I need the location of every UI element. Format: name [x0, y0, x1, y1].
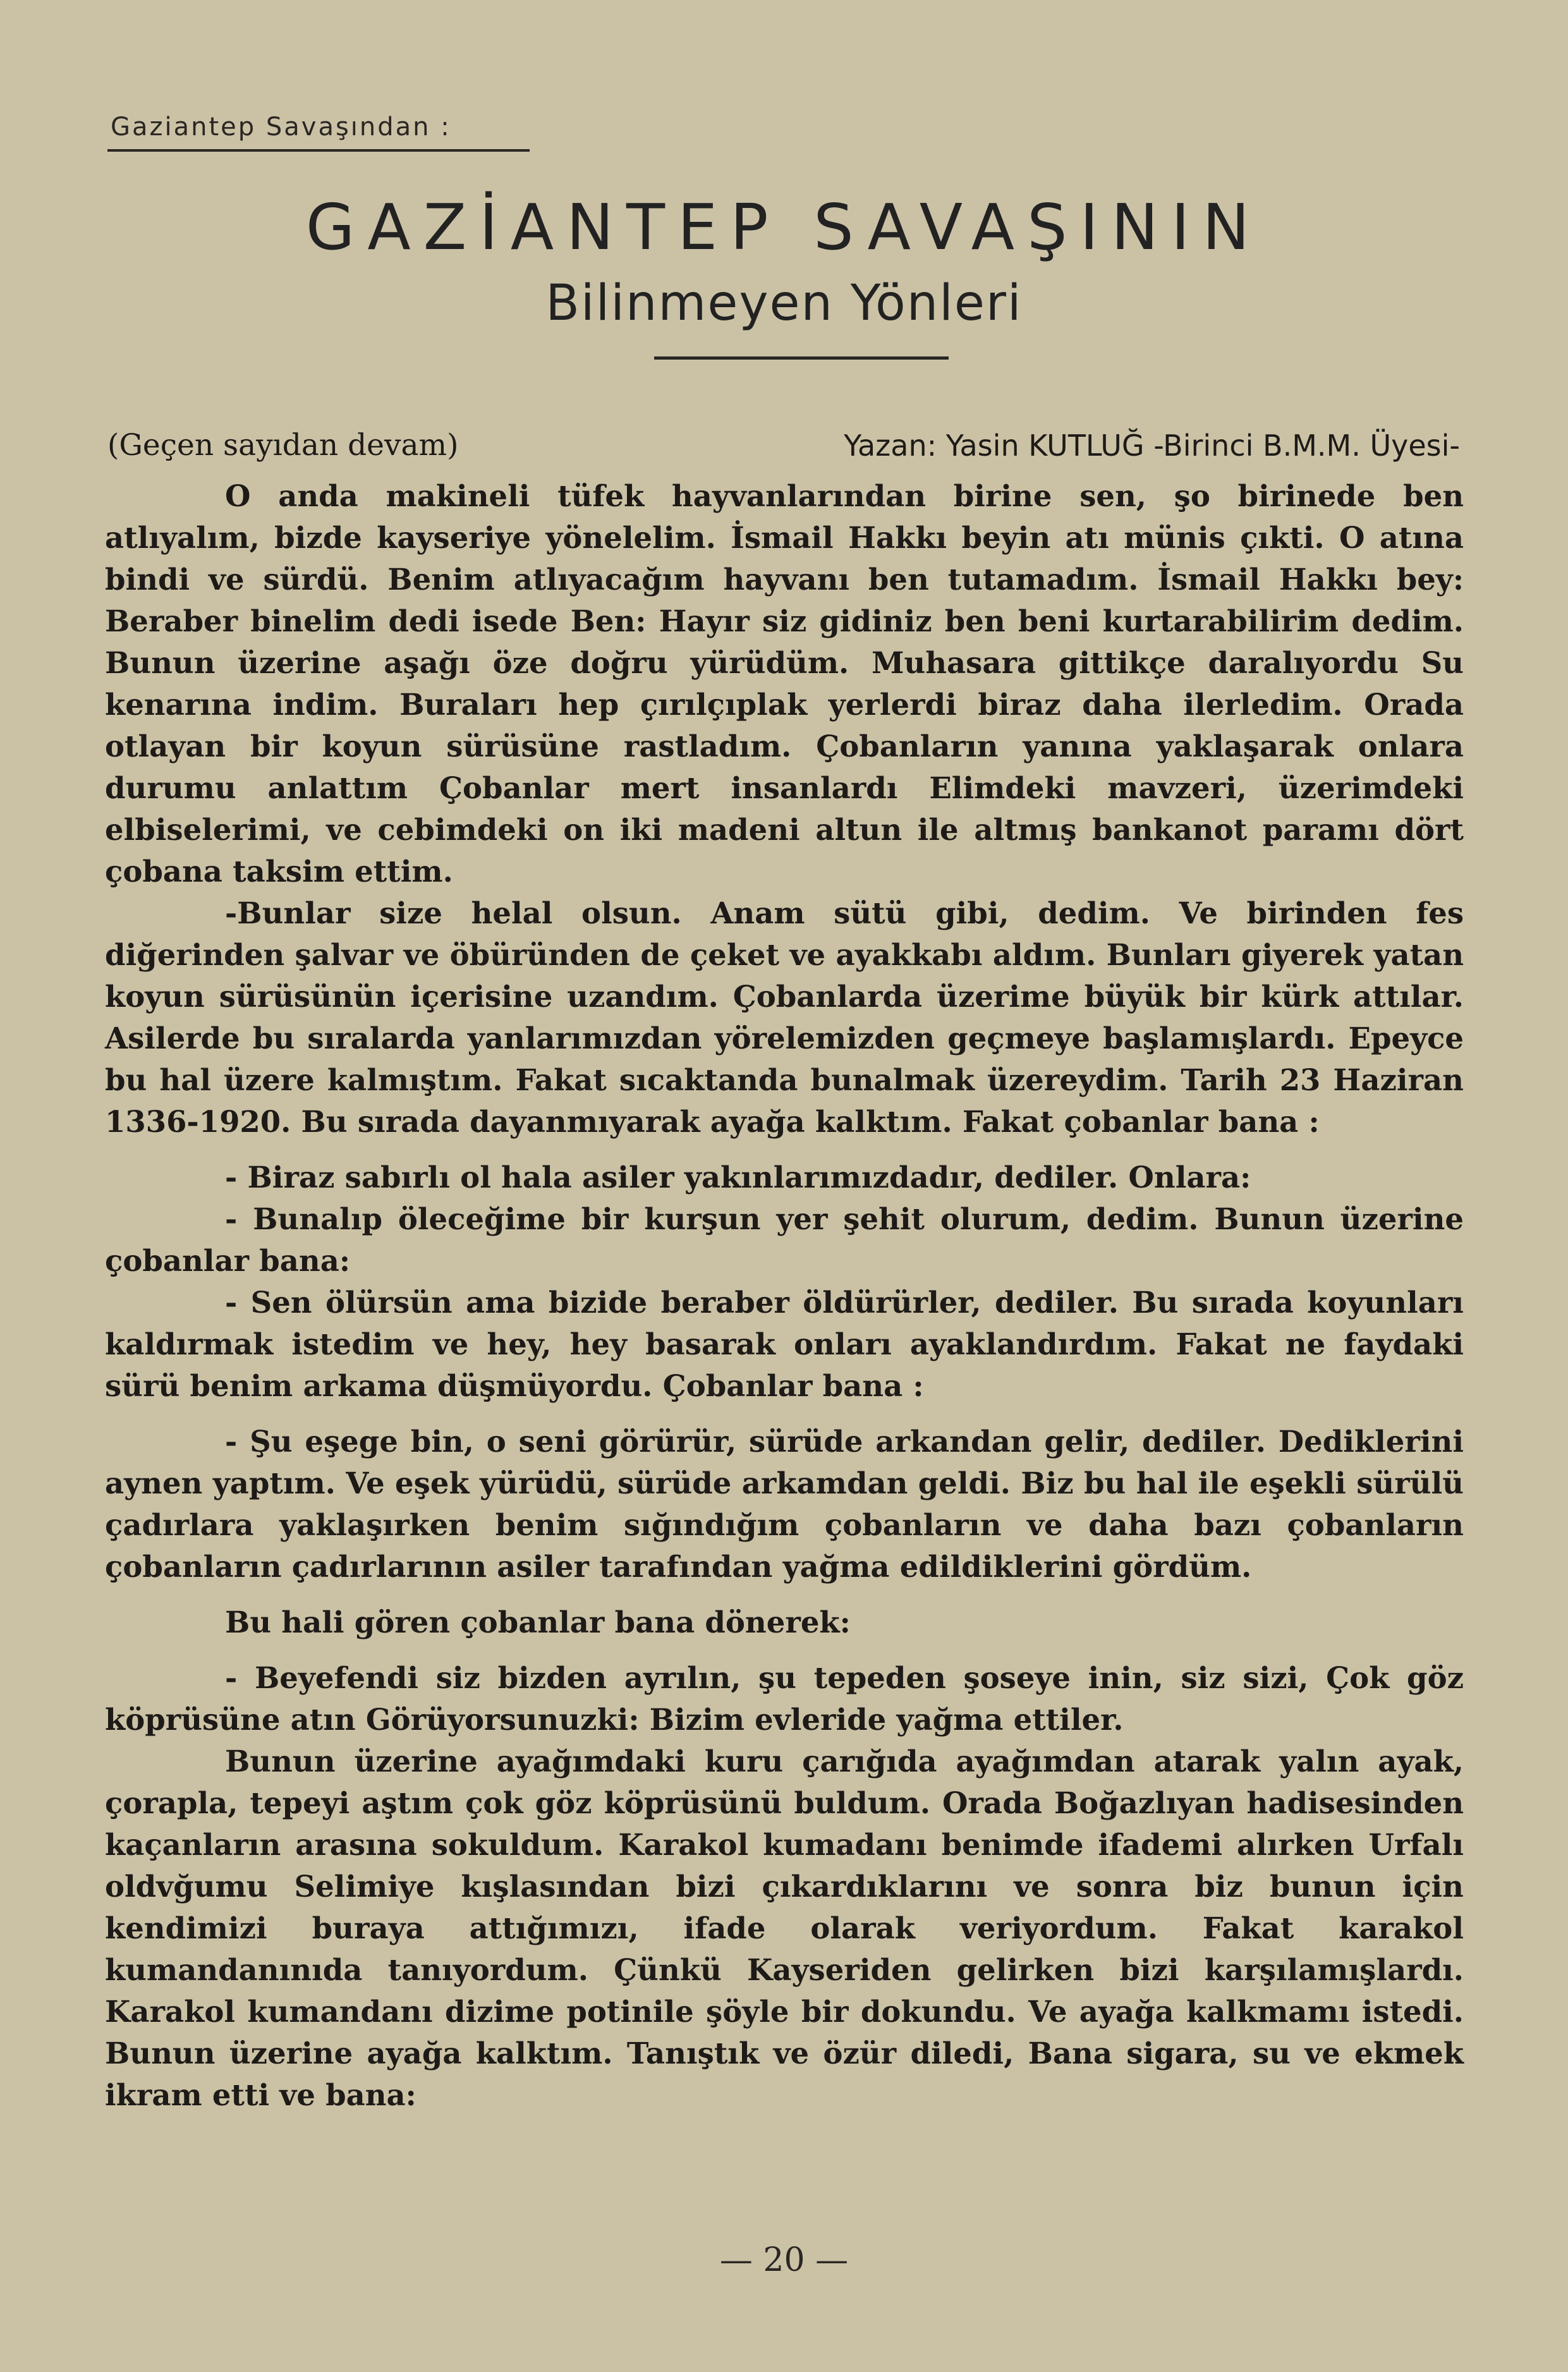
header-underline [107, 149, 530, 152]
paragraph: - Sen ölürsün ama bizide beraber öldürürler, dediler. Bu sırada koyunları kaldırmak istedim ve hey, hey basarak onları ayaklandırdım. Fakat ne faydaki sürü benim arkama düşmüyordu. Çobanlar bana : [105, 1285, 1464, 1403]
paragraph: O anda makineli tüfek hayvanlarından birine sen, şo birinede ben atlıyalım, bizde kayseriye yönelelim. İsmail Hakkı beyin atı münis çıkti. O atına bindi ve sürdü. Benim atlıyacağım hayvanı ben tutamadım. İsmail Hakkı bey: Beraber binelim dedi isede Ben: Hayır siz gidiniz ben beni kurtarabilirim dedim. Bunun üzerine aşağı öze doğru yürüdüm. Muhasara gittikçe daralıyordu Su kenarına indim. Buraları hep çırılçıplak yerlerdi biraz daha ilerledim. Orada otlayan bir koyun sürüsüne rastladım. Çobanların yanına yaklaşarak onlara durumu anlattım Çobanlar mert insanlardı Elimdeki mavzeri, üzerimdeki elbiselerimi, ve cebimdeki on iki madeni altun ile altmış bankanot paramı dört çobana taksim ettim. [105, 478, 1464, 889]
article-body [105, 475, 1464, 2116]
section-label: Gaziantep Savaşından : [111, 113, 451, 142]
article-subtitle: Bilinmeyen Yönleri [545, 275, 1023, 332]
page-number: — 20 — [719, 2241, 849, 2279]
paragraph: Bunun üzerine ayağımdaki kuru çarığıda ayağımdan atarak yalın ayak, çorapla, tepeyi aştım çok göz köprüsünü buldum. Orada Boğazlıyan hadisesinden kaçanların arasına sokuldum. Karakol kumadanı benimde ifademi alırken Urfalı oldvğumu Selimiye kışlasından bizi çıkardıklarını ve sonra biz bunun için kendimizi buraya attığımızı, ifade olarak veriyordum. Fakat karakol kumandanınıda tanıyordum. Çünkü Kayseriden gelirken bizi karşılamışlardı. Karakol kumandanı dizime potinile şöyle bir dokundu. Ve ayağa kalkmamı istedi. Bunun üzerine ayağa kalktım. Tanıştık ve özür diledi, Bana sigara, su ve ekmek ikram etti ve bana: [105, 1744, 1464, 2112]
paragraph: - Biraz sabırlı ol hala asiler yakınlarımızdadır, dediler. Onlara: [225, 1160, 1251, 1195]
byline-row [107, 425, 1460, 466]
paragraph: - Beyefendi siz bizden ayrılın, şu tepeden şoseye inin, siz sizi, Çok göz köprüsüne atın Görüyorsunuzki: Bizim evleride yağma ettiler. [105, 1660, 1464, 1737]
paragraph: - Şu eşege bin, o seni görürür, sürüde arkandan gelir, dediler. Dediklerini aynen yaptım. Ve eşek yürüdü, sürüde arkamdan geldi. Biz bu hal ile eşekli sürülü çadırlara yaklaşırken benim sığındığım çobanların ve daha bazı çobanların çobanların çadırlarının asiler tarafından yağma edildiklerini gördüm. [105, 1424, 1464, 1584]
article-title: GAZİANTEP SAVAŞININ [305, 190, 1263, 264]
title-divider [654, 356, 949, 360]
continuation-note: (Geçen sayıdan devam) [107, 428, 459, 463]
paragraph: - Bunalıp öleceğime bir kurşun yer şehit olurum, dedim. Bunun üzerine çobanlar bana: [105, 1201, 1464, 1278]
author-byline: Yazan: Yasin KUTLUĞ -Birinci B.M.M. Üyesi- [844, 429, 1460, 463]
paragraph: -Bunlar size helal olsun. Anam sütü gibi, dedim. Ve birinden fes diğerinden şalvar ve öbüründen de çeket ve ayakkabı aldım. Bunları giyerek yatan koyun sürüsünün içerisine uzandım. Çobanlarda üzerime büyük bir kürk attılar. Asilerde bu sıralarda yanlarımızdan yörelemizden geçmeye başlamışlardı. Epeyce bu hal üzere kalmıştım. Fakat sıcaktanda bunalmak üzereydim. Tarih 23 Haziran 1336-1920. Bu sırada dayanmıyarak ayağa kalktım. Fakat çobanlar bana : [105, 896, 1464, 1139]
paragraph: Bu hali gören çobanlar bana dönerek: [225, 1605, 851, 1639]
